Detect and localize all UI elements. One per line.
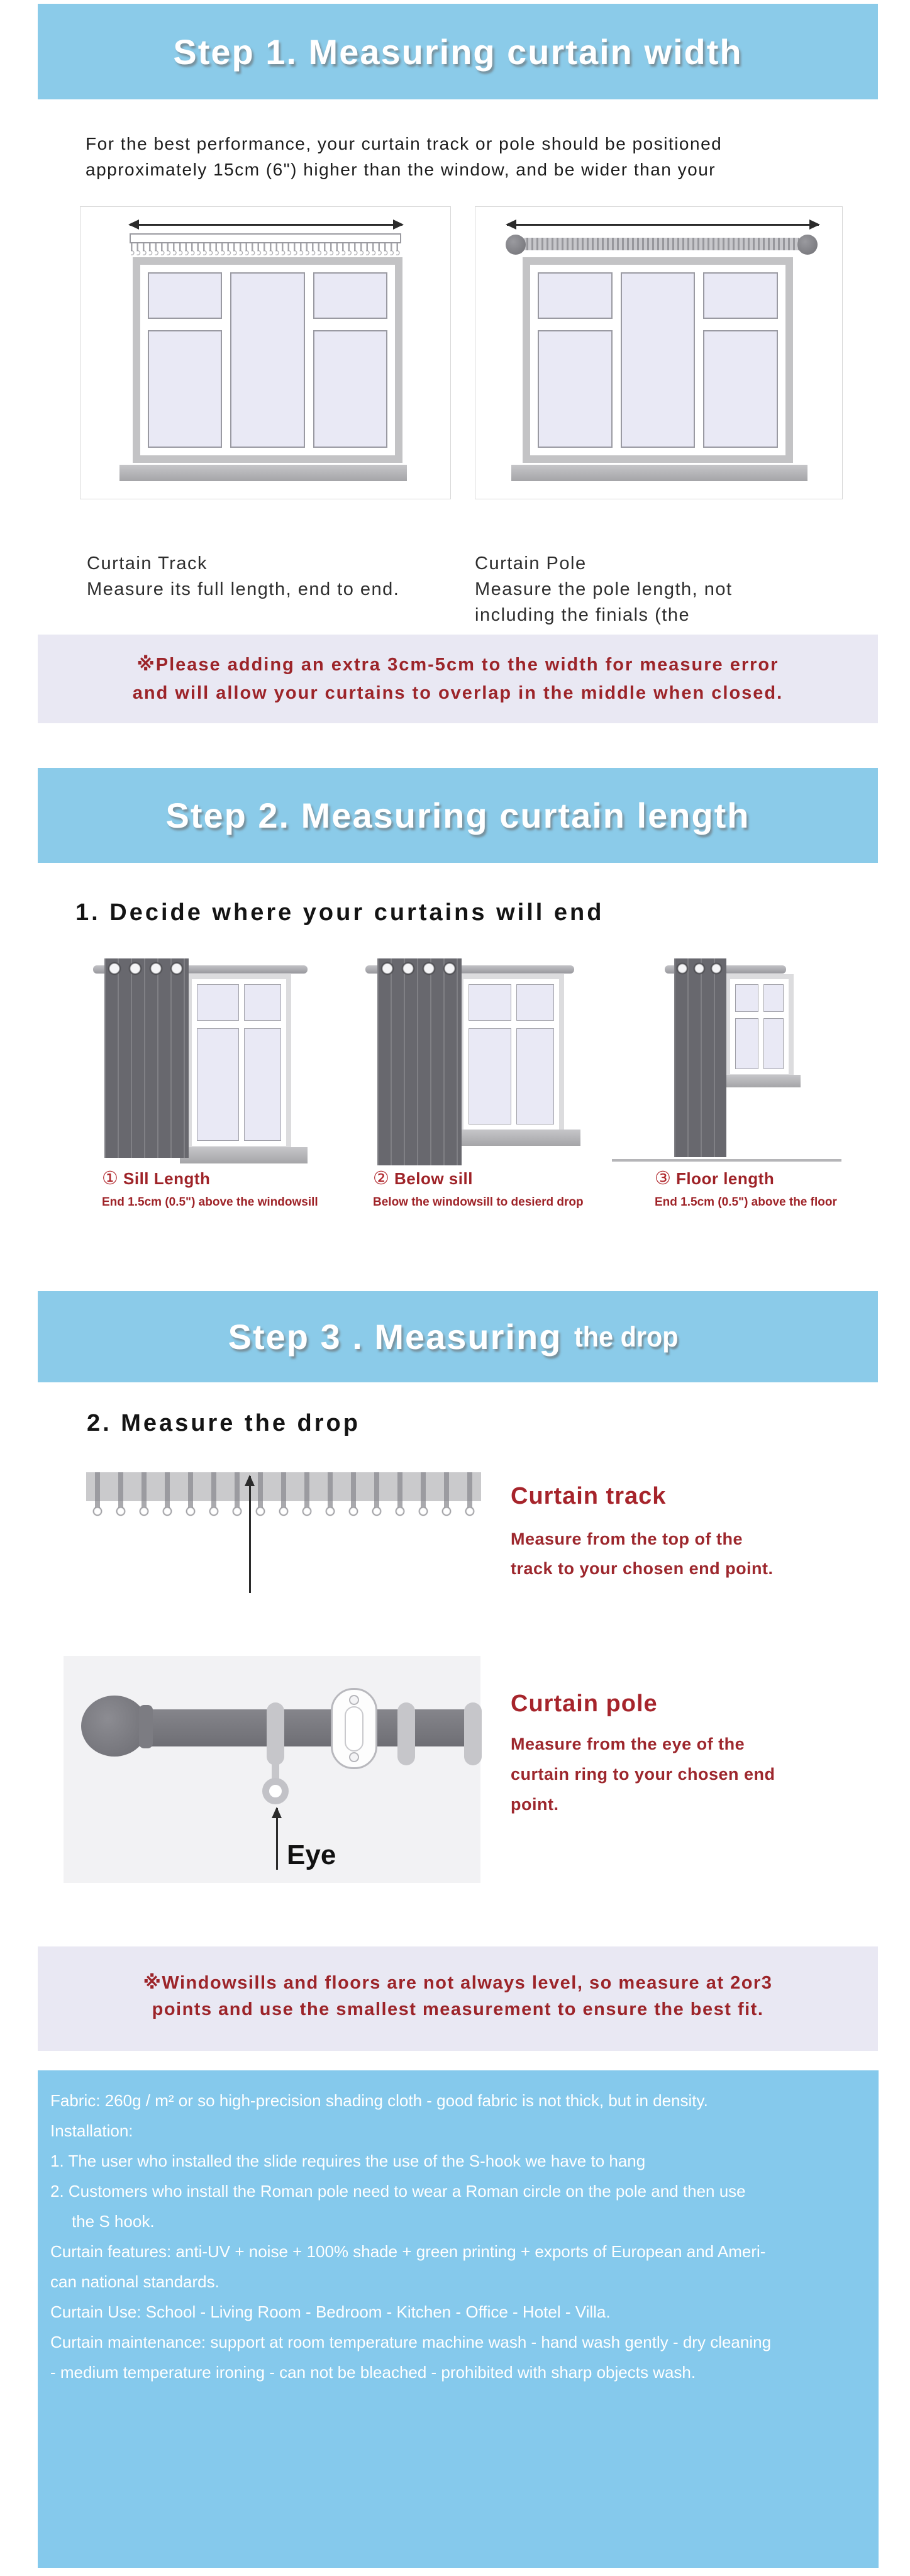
- drop-measure-arrow-pole: [276, 1808, 278, 1870]
- window-pane: [197, 984, 239, 1021]
- scene2-curtain: [377, 958, 462, 1165]
- pole-collar: [139, 1705, 153, 1748]
- curtain-ring: [464, 1702, 482, 1765]
- option1-label: Sill Length: [123, 1169, 211, 1188]
- window-pane: [469, 1028, 511, 1124]
- window-pane: [763, 1018, 784, 1069]
- option3-caption: [655, 1167, 837, 1209]
- drop-pole-diagram: [64, 1656, 480, 1883]
- option1-caption: [102, 1167, 318, 1209]
- window-column: [763, 984, 784, 1069]
- window-pane: [703, 330, 778, 448]
- drop-track-title: Curtain track: [511, 1483, 667, 1509]
- step2-banner: [38, 768, 878, 863]
- track-band: [86, 1472, 481, 1501]
- window-track: [133, 257, 402, 463]
- width-measure-arrow: [507, 224, 819, 226]
- scene3-floor-line: [612, 1159, 841, 1162]
- pole-finial: [81, 1696, 148, 1757]
- scene1-sill: [180, 1147, 308, 1163]
- window-column-center: [621, 272, 696, 448]
- window-pane: [148, 272, 222, 319]
- info-use: Curtain Use: School - Living Room - Bedroom - Kitchen - Office - Hotel - Villa.: [50, 2302, 611, 2321]
- window-column: [516, 984, 554, 1124]
- info-fabric: Fabric: 260g / m² or so high-precision shading cloth - good fabric is not thick, but in density.: [50, 2091, 708, 2110]
- ring-eye: [262, 1778, 289, 1804]
- scene1-curtain: [104, 958, 189, 1158]
- pole-finial-left: [506, 235, 526, 255]
- track-glider-hooks: [131, 250, 400, 257]
- eye-label: Eye: [287, 1840, 336, 1870]
- info-install-step2b: the S hook.: [72, 2212, 155, 2231]
- drop-track-diagram: [86, 1472, 481, 1518]
- drop-note-line2: points and use the smallest measurement to ensure the best fit.: [152, 1999, 764, 2019]
- window-pane: [244, 1028, 281, 1141]
- option3-number: ③: [655, 1169, 671, 1189]
- curtain-ring: [397, 1702, 415, 1765]
- window-column: [735, 984, 758, 1069]
- info-install-step1: 1. The user who installed the slide requires the use of the S-hook we have to hang: [50, 2151, 646, 2170]
- window-pane: [469, 984, 511, 1021]
- option1-desc: End 1.5cm (0.5") above the windowsill: [102, 1196, 318, 1209]
- step1-intro: [86, 131, 722, 182]
- track-window-diagram: [80, 206, 451, 499]
- width-note-line2: and will allow your curtains to overlap in the middle when closed.: [132, 683, 784, 703]
- window-column: [197, 984, 239, 1141]
- drop-pole-line1: Measure from the eye of the: [511, 1735, 745, 1753]
- windowsill: [119, 465, 407, 481]
- pole-caption-body-line2: including the finials (the: [475, 605, 691, 625]
- step3-banner-title: Step 3 . Measuring: [228, 1317, 562, 1357]
- drop-pole-title: Curtain pole: [511, 1690, 658, 1717]
- window-pane: [148, 330, 222, 448]
- window-pane: [763, 984, 784, 1012]
- scene3-window: [725, 974, 794, 1079]
- pole-bar: [151, 1709, 480, 1746]
- drop-note-line1: ※Windowsills and floors are not always level, so measure at 2or3: [143, 1973, 773, 1993]
- drop-track-line2: track to your chosen end point.: [511, 1559, 774, 1578]
- scene2-window: [458, 974, 564, 1135]
- window-column-left: [148, 272, 222, 448]
- info-installation: Installation:: [50, 2121, 133, 2140]
- window-pane: [244, 984, 281, 1021]
- step2-heading: 1. Decide where your curtains will end: [75, 899, 604, 926]
- window-pane: [703, 272, 778, 319]
- window-column-left: [538, 272, 613, 448]
- option3-desc: End 1.5cm (0.5") above the floor: [655, 1196, 837, 1209]
- option2-number: ②: [373, 1169, 389, 1189]
- pole-window-diagram: [475, 206, 843, 499]
- drop-pole-line3: point.: [511, 1795, 559, 1814]
- scene3-curtain: [674, 958, 726, 1157]
- info-features-cont: can national standards.: [50, 2272, 219, 2291]
- step3-banner-subtitle: the drop: [574, 1320, 679, 1353]
- pole-finial-right: [797, 235, 818, 255]
- window-pane: [538, 330, 613, 448]
- window-pane: [735, 1018, 758, 1069]
- product-info-panel: [38, 2070, 879, 2568]
- scene2-sill: [453, 1130, 580, 1146]
- window-pane: [313, 272, 387, 319]
- info-install-step2: 2. Customers who install the Roman pole need to wear a Roman circle on the pole and then use: [50, 2182, 746, 2201]
- window-pane: [516, 1028, 554, 1124]
- windowsill: [511, 465, 807, 481]
- info-maintenance-cont: - medium temperature ironing - can not be bleached - prohibited with sharp objects wash.: [50, 2363, 696, 2382]
- option2-desc: Below the windowsill to desierd drop: [373, 1196, 584, 1209]
- window-column-center: [230, 272, 304, 448]
- window-column-right: [703, 272, 778, 448]
- step2-banner-title: Step 2. Measuring curtain length: [165, 796, 750, 835]
- step1-intro-line1: For the best performance, your curtain track or pole should be positioned: [86, 134, 723, 153]
- option1-number: ①: [102, 1169, 118, 1189]
- curtain-ring: [267, 1702, 284, 1765]
- step1-intro-line2: approximately 15cm (6") higher than the window, and be wider than your: [86, 160, 716, 179]
- option2-caption: [373, 1167, 584, 1209]
- track-caption-title: Curtain Track: [87, 553, 208, 574]
- step3-banner: [38, 1291, 878, 1382]
- width-measure-arrow: [130, 224, 402, 226]
- window-column: [469, 984, 511, 1124]
- bracket-screw: [349, 1695, 359, 1705]
- step3-heading: 2. Measure the drop: [87, 1410, 360, 1436]
- track-caption: [87, 551, 399, 602]
- drop-track-line1: Measure from the top of the: [511, 1530, 743, 1548]
- scene1-window: [187, 974, 291, 1151]
- window-pane: [538, 272, 613, 319]
- window-pole: [523, 257, 793, 463]
- drop-pole-line2: curtain ring to your chosen end: [511, 1765, 775, 1784]
- window-pane: [735, 984, 758, 1012]
- window-pane: [230, 272, 304, 448]
- scene3-sill: [721, 1075, 801, 1087]
- window-pane: [516, 984, 554, 1021]
- curtain-pole-shape: [523, 238, 800, 250]
- info-maintenance: Curtain maintenance: support at room temperature machine wash - hand wash gently - dry cleaning: [50, 2333, 772, 2351]
- pole-caption: [475, 551, 733, 628]
- ring-eye-neck: [272, 1763, 279, 1779]
- track-glider-eyes: [86, 1507, 481, 1517]
- bracket-screw: [349, 1752, 359, 1762]
- width-note: [38, 635, 878, 723]
- option3-label: Floor length: [676, 1169, 775, 1188]
- drop-note: [38, 1946, 878, 2051]
- bracket-slot: [345, 1706, 363, 1752]
- pole-caption-title: Curtain Pole: [475, 553, 587, 574]
- width-note-line1: ※Please adding an extra 3cm-5cm to the width for measure error: [136, 655, 779, 675]
- window-column: [244, 984, 281, 1141]
- window-pane: [197, 1028, 239, 1141]
- step1-banner: [38, 4, 878, 99]
- window-column-right: [313, 272, 387, 448]
- info-features: Curtain features: anti-UV + noise + 100% shade + green printing + exports of European and Ameri-: [50, 2242, 766, 2261]
- pole-caption-body-line1: Measure the pole length, not: [475, 579, 733, 599]
- pole-bracket: [331, 1688, 377, 1769]
- drop-measure-arrow-track: [249, 1476, 251, 1593]
- window-pane: [621, 272, 696, 448]
- window-pane: [313, 330, 387, 448]
- option2-label: Below sill: [394, 1169, 473, 1188]
- curtain-track-shape: [130, 233, 401, 243]
- step1-banner-title: Step 1. Measuring curtain width: [173, 31, 743, 72]
- track-caption-body: Measure its full length, end to end.: [87, 579, 400, 599]
